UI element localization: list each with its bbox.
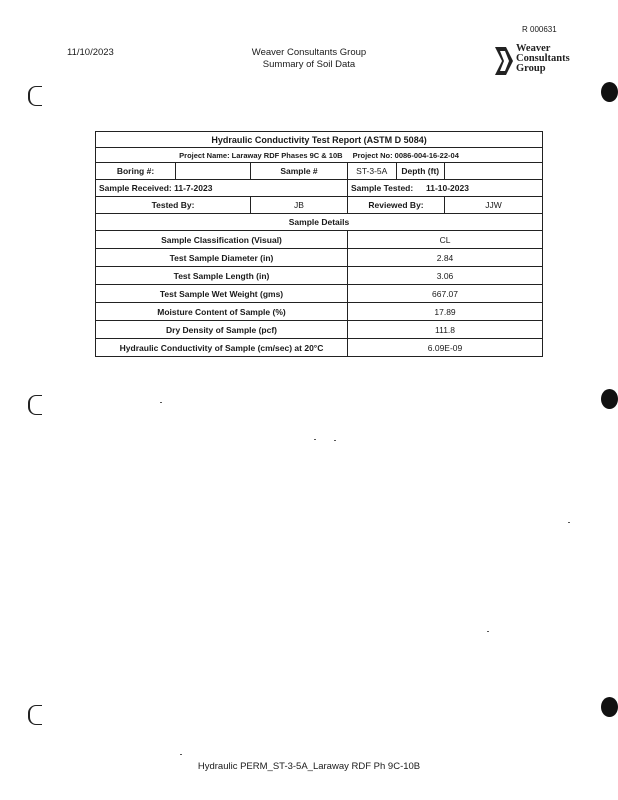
punch-hole	[601, 697, 618, 717]
detail-label: Moisture Content of Sample (%)	[96, 303, 348, 321]
sample-tested-value: 11-10-2023	[425, 183, 469, 193]
sample-tested	[348, 180, 543, 197]
company-name: Weaver Consultants Group	[251, 47, 367, 58]
bates-number: R 000631	[522, 25, 557, 34]
tested-by-value: JB	[251, 197, 348, 214]
scan-speck	[180, 754, 182, 755]
sample-tested-label: Sample Tested:	[351, 183, 414, 193]
project-info	[96, 148, 543, 163]
detail-label: Hydraulic Conductivity of Sample (cm/sec) at 20°C	[96, 339, 348, 357]
detail-row	[96, 285, 543, 303]
sample-number-label: Sample #	[251, 163, 348, 180]
logo-line-3: Group	[516, 63, 546, 74]
sample-received-value: 11-7-2023	[174, 183, 213, 193]
detail-row	[96, 267, 543, 285]
detail-row	[96, 339, 543, 357]
detail-row	[96, 303, 543, 321]
detail-value: 17.89	[348, 303, 543, 321]
logo-line-1: Weaver	[516, 43, 551, 54]
reviewed-by-label: Reviewed By:	[348, 197, 445, 214]
detail-label: Test Sample Wet Weight (gms)	[96, 285, 348, 303]
report-date: 11/10/2023	[67, 47, 114, 58]
punch-hole	[601, 82, 618, 102]
sample-number-value: ST-3-5A	[356, 166, 388, 176]
binder-mark	[28, 86, 42, 106]
punch-hole	[601, 389, 618, 409]
project-number: Project No: 0086-004-16-22-04	[352, 150, 459, 160]
depth-value	[445, 163, 543, 180]
document-subtitle: Summary of Soil Data	[262, 59, 356, 70]
scan-speck	[334, 440, 336, 441]
scan-speck	[314, 439, 316, 440]
sample-details-heading: Sample Details	[96, 214, 543, 231]
boring-label: Boring #:	[96, 163, 176, 180]
weaver-logo-icon	[494, 46, 514, 76]
detail-row	[96, 249, 543, 267]
logo-line-2: Consultants	[516, 53, 570, 64]
detail-label: Test Sample Diameter (in)	[96, 249, 348, 267]
detail-value: 2.84	[348, 249, 543, 267]
document-footer: Hydraulic PERM_ST-3-5A_Laraway RDF Ph 9C-10B	[197, 761, 421, 772]
sample-depth-cell	[348, 163, 445, 180]
report-title: Hydraulic Conductivity Test Report (ASTM D 5084)	[96, 132, 543, 148]
tested-by-label: Tested By:	[96, 197, 251, 214]
detail-label: Dry Density of Sample (pcf)	[96, 321, 348, 339]
scan-speck	[568, 522, 570, 523]
detail-value: 667.07	[348, 285, 543, 303]
binder-mark	[28, 705, 42, 725]
sample-received	[96, 180, 348, 197]
detail-value: 3.06	[348, 267, 543, 285]
detail-value: 111.8	[348, 321, 543, 339]
detail-row	[96, 231, 543, 249]
binder-mark	[28, 395, 42, 415]
detail-row	[96, 321, 543, 339]
weaver-logo-text	[516, 44, 570, 74]
reviewed-by-value: JJW	[445, 197, 543, 214]
sample-received-label: Sample Received:	[99, 183, 172, 193]
detail-value: 6.09E-09	[348, 339, 543, 357]
depth-label: Depth (ft)	[396, 163, 445, 179]
hydraulic-conductivity-table	[95, 131, 543, 357]
scan-speck	[160, 402, 162, 403]
detail-label: Sample Classification (Visual)	[96, 231, 348, 249]
project-name: Project Name: Laraway RDF Phases 9C & 10B	[179, 150, 343, 160]
detail-value: CL	[348, 231, 543, 249]
detail-label: Test Sample Length (in)	[96, 267, 348, 285]
scan-speck	[487, 631, 489, 632]
boring-value	[176, 163, 251, 180]
